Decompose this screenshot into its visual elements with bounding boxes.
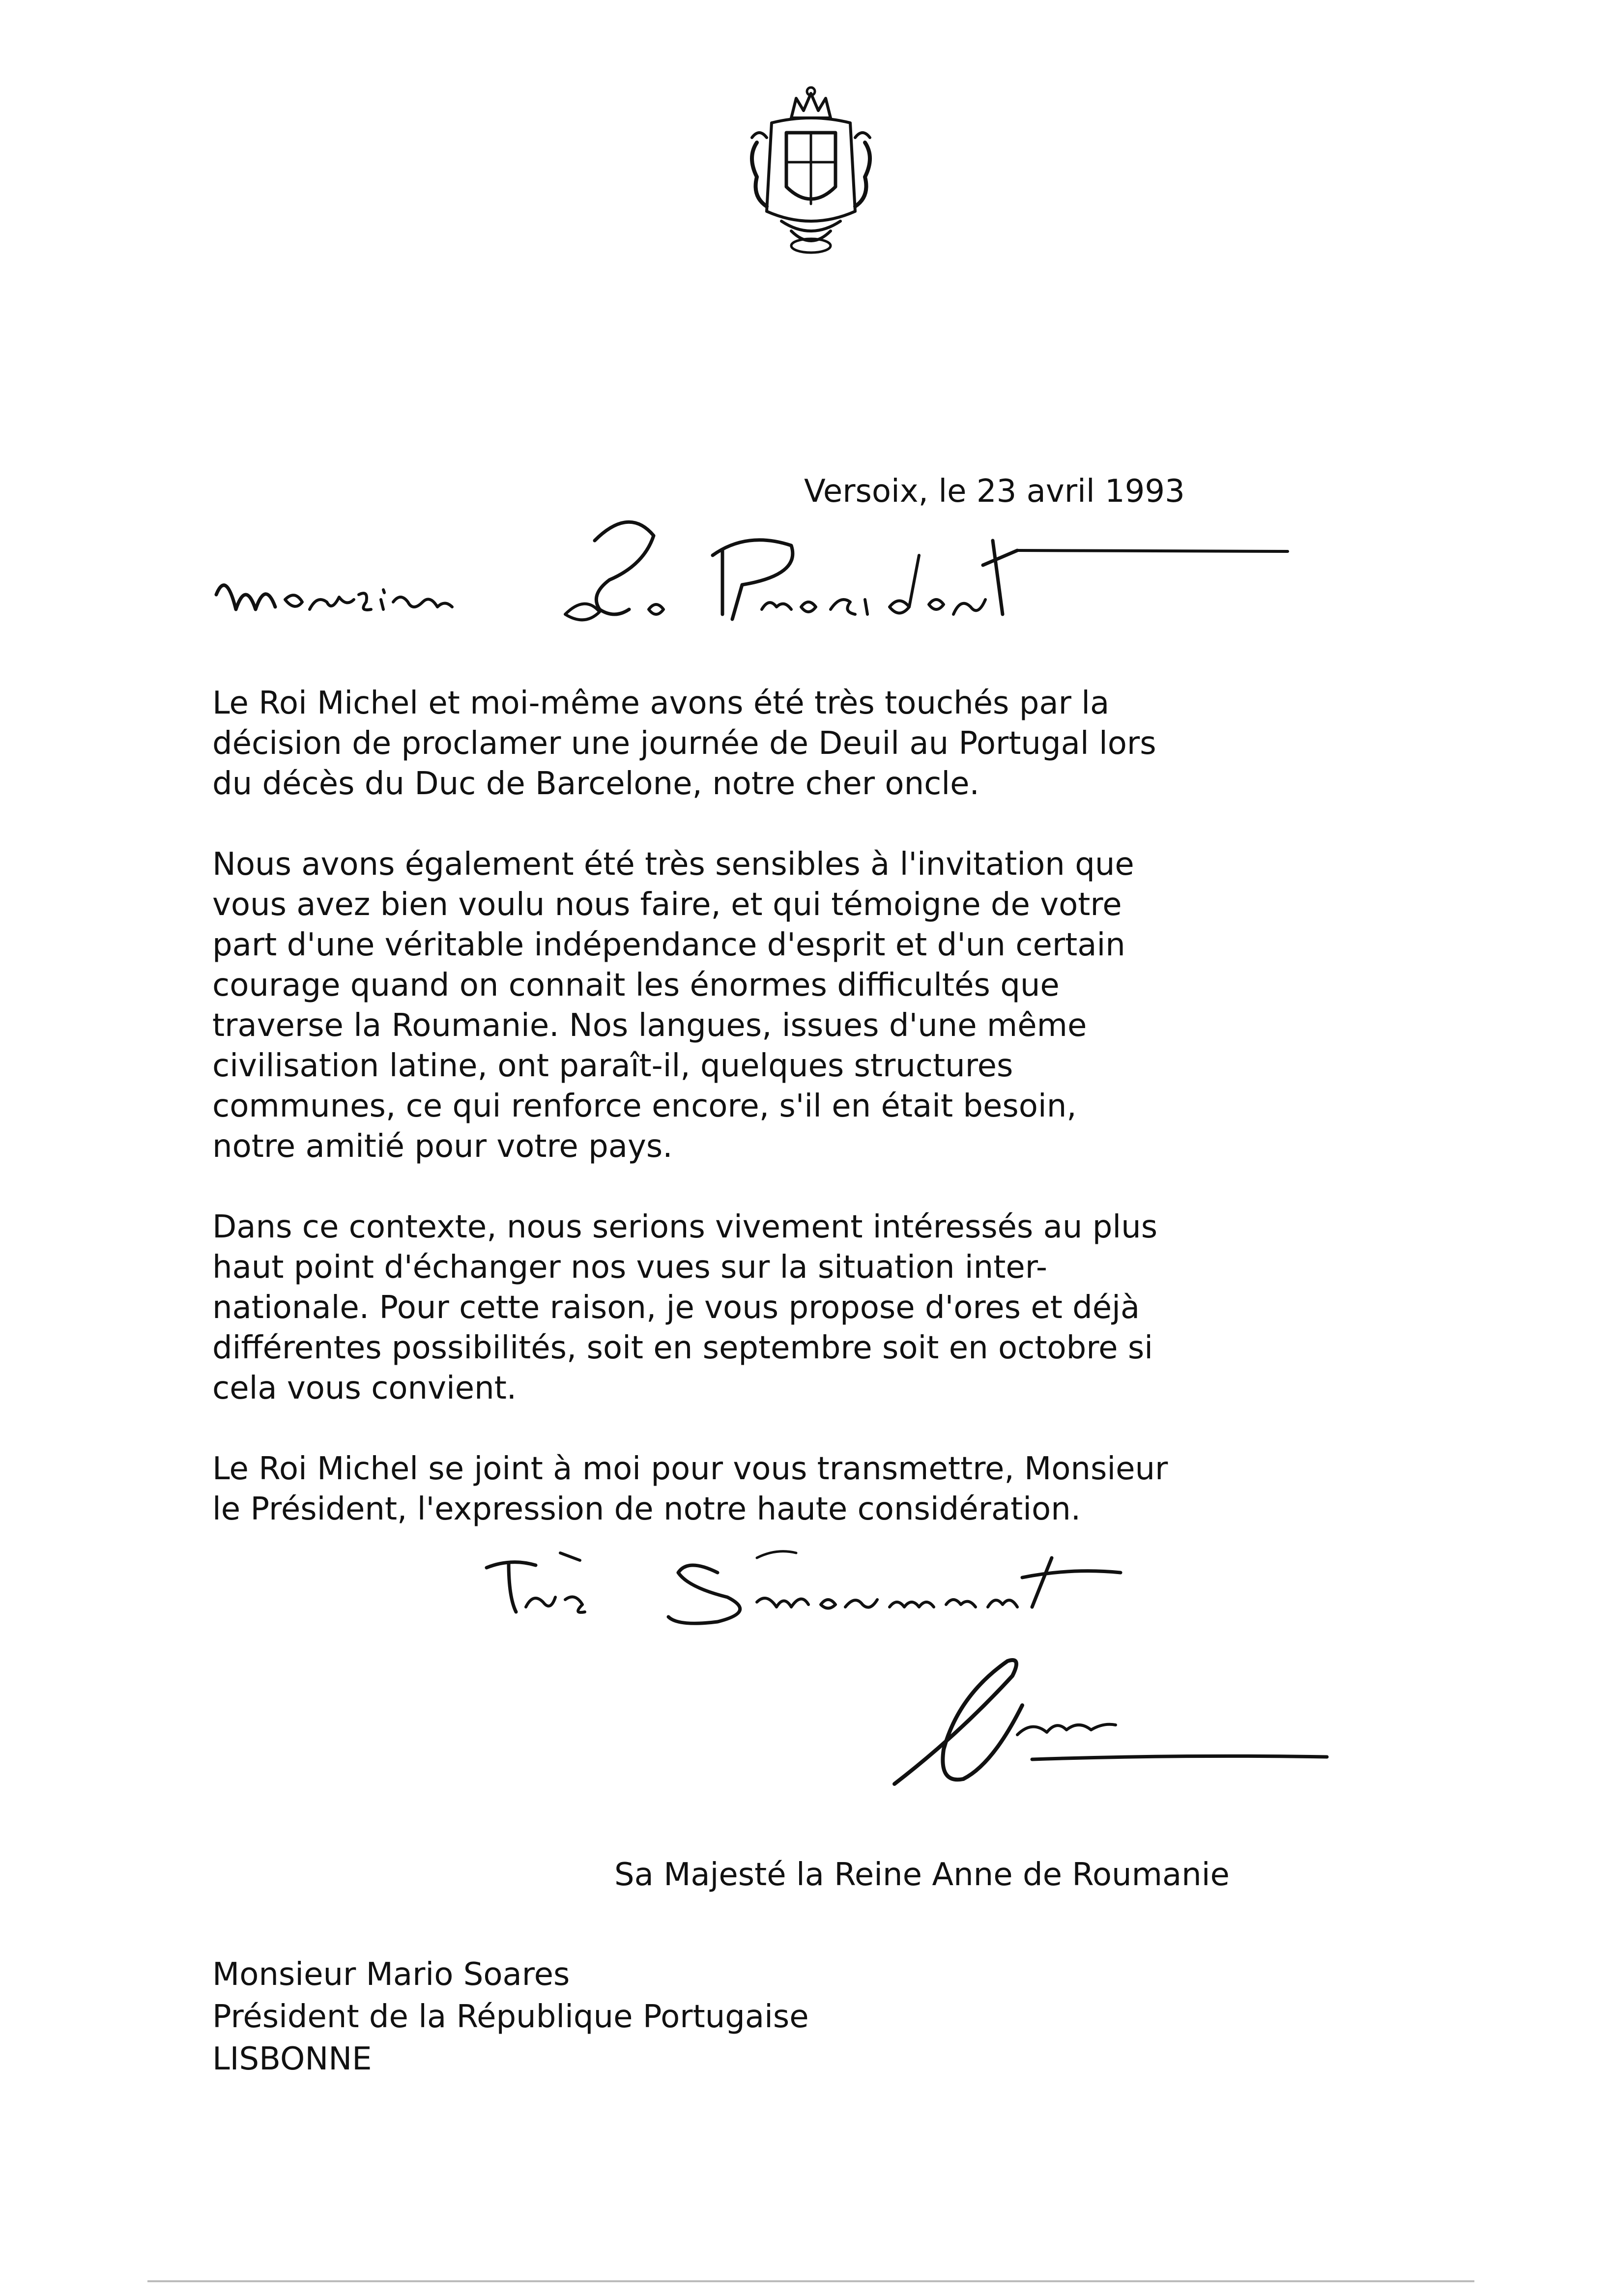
addressee-title: Président de la République Portugaise [212,1999,809,2035]
royal-coat-of-arms-icon [737,84,885,260]
handwritten-salutation [211,496,1322,659]
handwritten-closing [482,1538,1376,1646]
handwritten-signature [885,1636,1337,1823]
paragraph: Le Roi Michel et moi-même avons été très touchés par la décision de proclamer une journée de Deuil au Portugal lors du décès du Duc de Barcelone, notre cher oncle. [212,685,1156,802]
addressee-block [212,1953,809,2080]
addressee-city: LISBONNE [212,2041,372,2077]
paragraph: Nous avons également été très sensibles à l'invitation que vous avez bien voulu nous faire, et qui témoigne de votre part d'une véritable indépendance d'esprit et d'un certain courage quand on connait les énormes difficultés que traverse la Roumanie. Nos langues, issues d'une même civilisation latine, ont paraît-il, quelques structures communes, ce qui renforce encore, s'il en était besoin, notre amitié pour votre pays. [212,846,1134,1165]
addressee-name: Monsieur Mario Soares [212,1956,570,1993]
scan-edge-line [147,2280,1474,2282]
letter-body [212,683,1372,1570]
signer-name: Sa Majesté la Reine Anne de Roumanie [614,1857,1230,1893]
paragraph: Dans ce contexte, nous serions vivement intéressés au plus haut point d'échanger nos vues sur la situation inter- nationale. Pour cette raison, je vous propose d'ores et déjà différentes possibilités, soit en septembre soit en octobre si cela vous convient. [212,1209,1158,1406]
paragraph: Le Roi Michel se joint à moi pour vous transmettre, Monsieur le Président, l'expression de notre haute considération. [212,1451,1168,1527]
date-line: Versoix, le 23 avril 1993 [804,473,1185,510]
